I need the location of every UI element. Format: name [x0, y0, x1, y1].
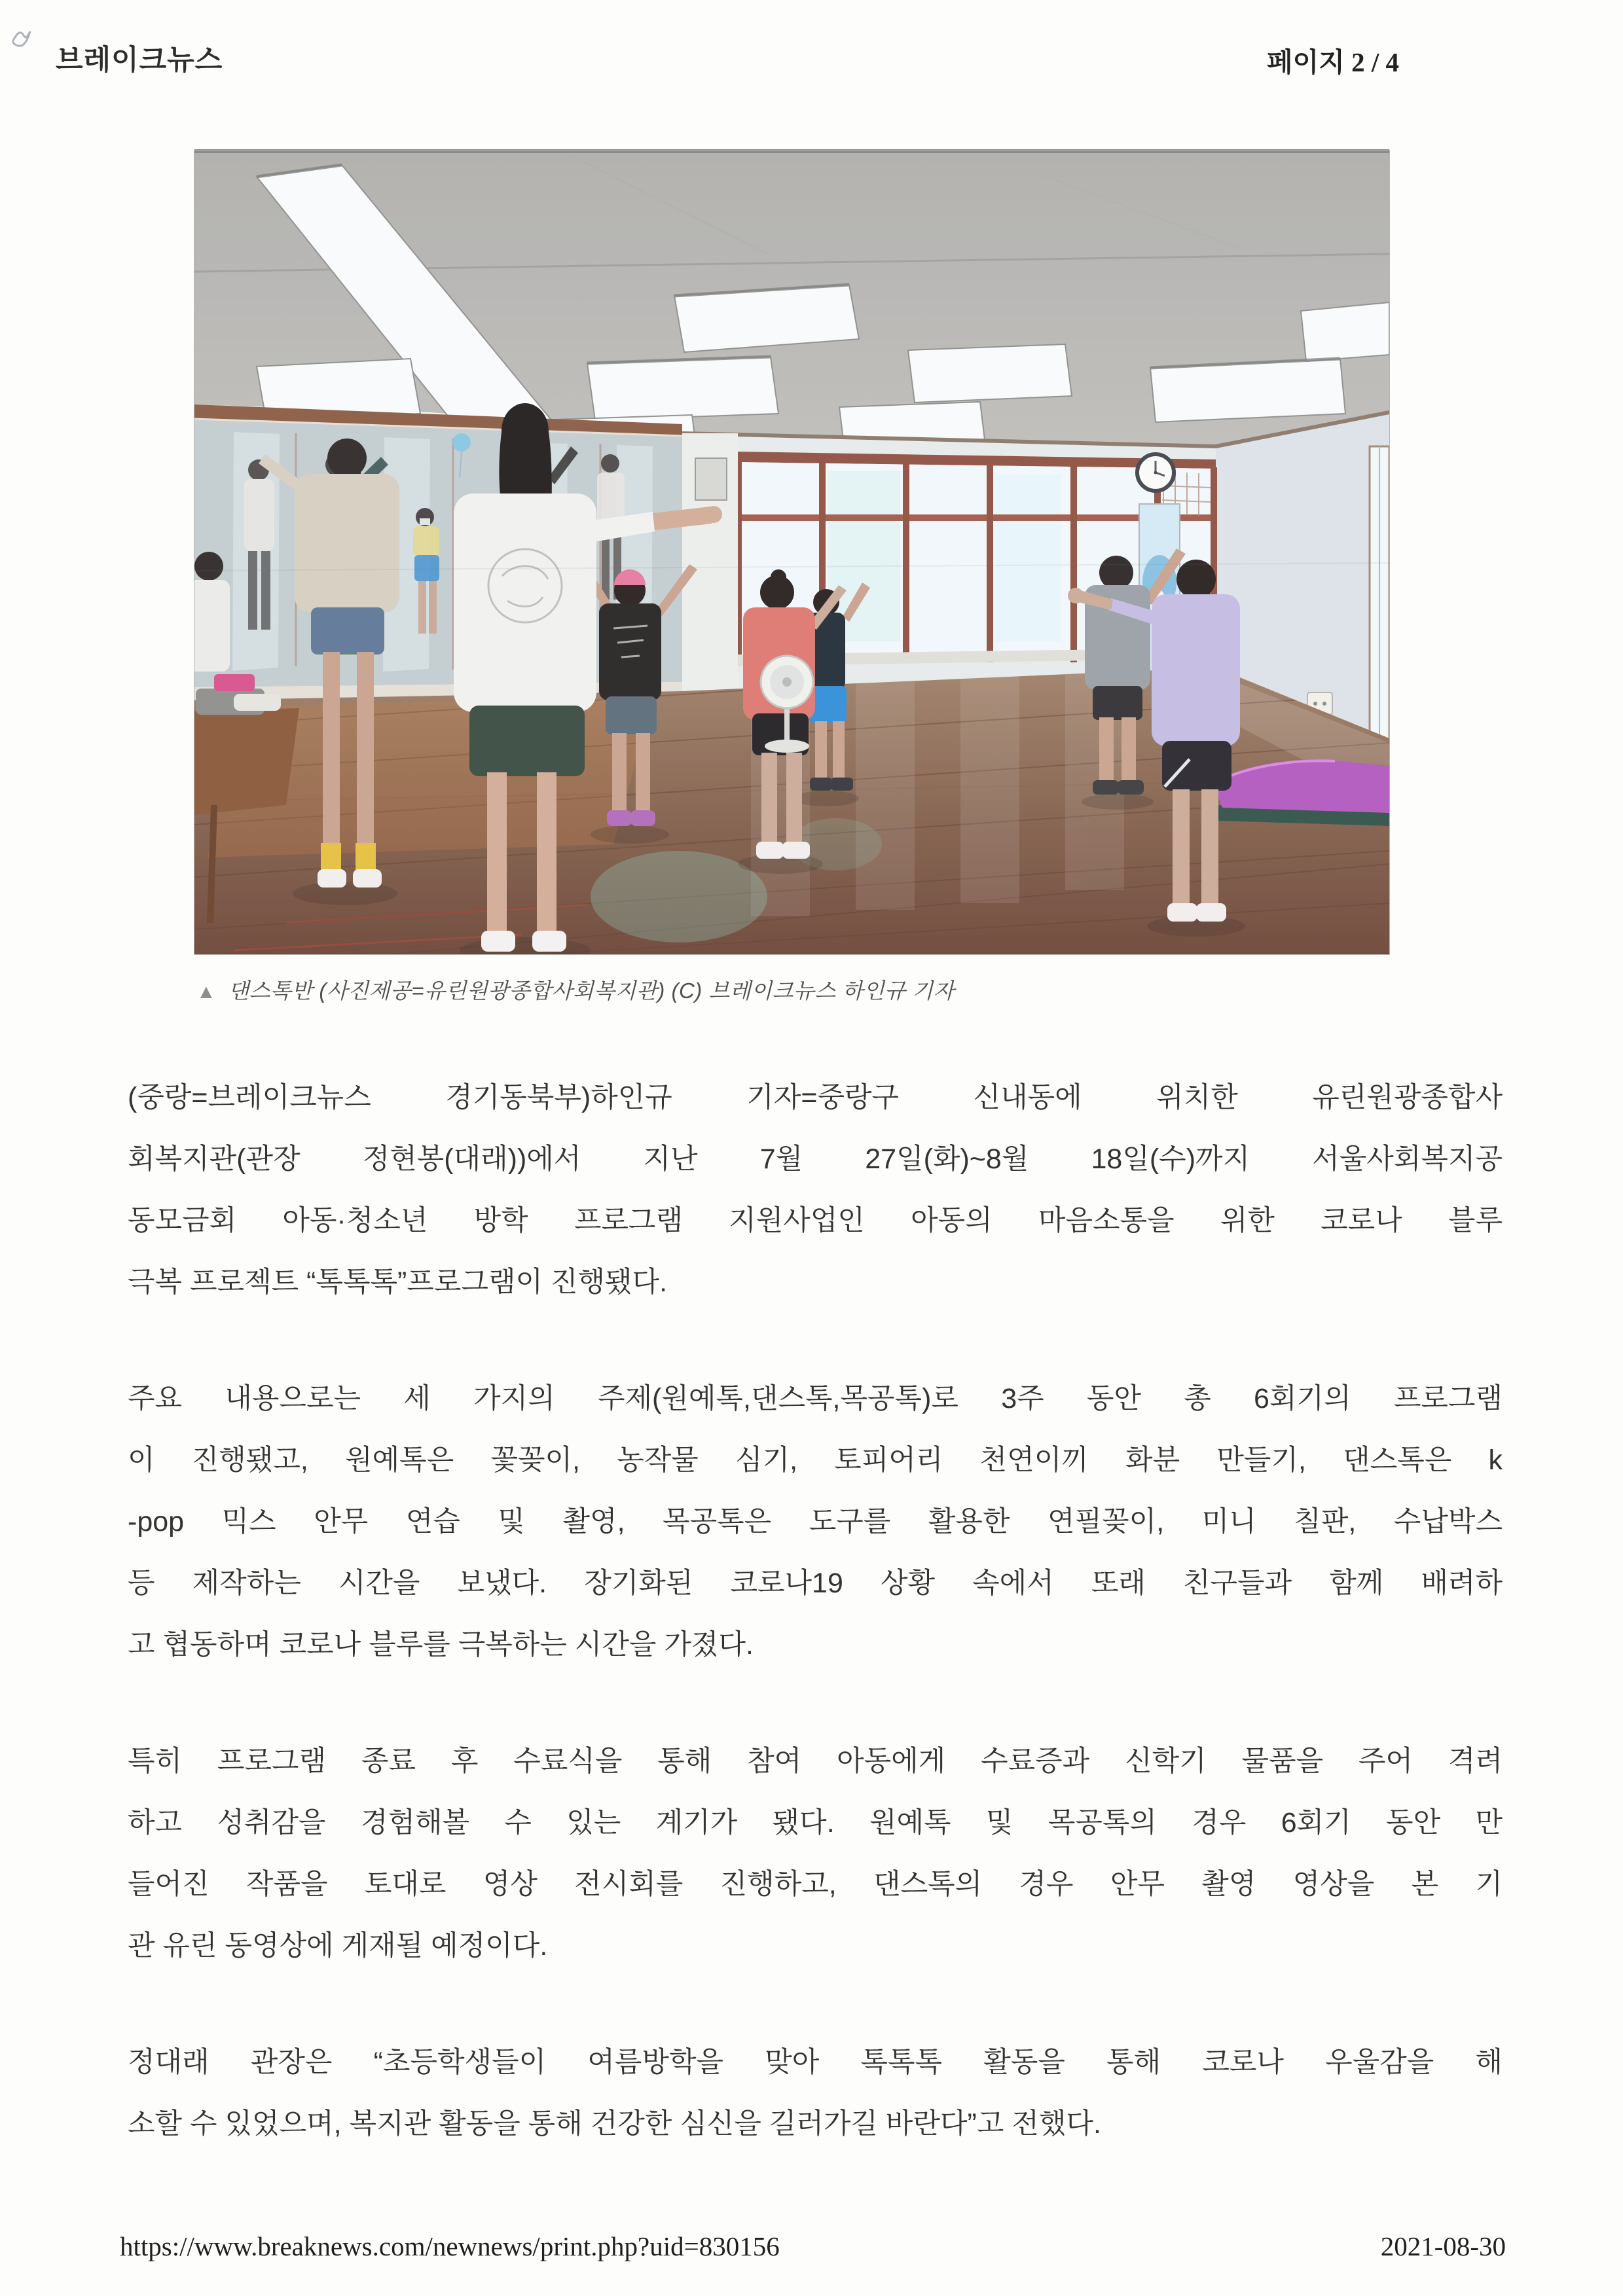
text-line: 극복 프로젝트 “톡톡톡”프로그램이 진행됐다.	[128, 1266, 668, 1298]
paragraph	[128, 1067, 1503, 1313]
print-date: 2021-08-30	[1380, 2231, 1506, 2261]
text-line: 동모금회 아동·청소년 방학 프로그램 지원사업인 아동의 마음소통을 위한 코로나 블루	[128, 1205, 1503, 1236]
site-brand: 브레이크뉴스	[56, 45, 223, 76]
text-line: 등 제작하는 시간을 보냈다. 장기화된 코로나19 상황 속에서 또래 친구들과 함께 배려하	[128, 1568, 1503, 1599]
text-line: -pop 믹스 안무 연습 및 촬영, 목공톡은 도구를 활용한 연필꽂이, 미니 칠판, 수납박스	[128, 1506, 1503, 1537]
text-line: (중랑=브레이크뉴스 경기동북부)하인규 기자=중랑구 신내동에 위치한 유린원광종합사	[128, 1082, 1503, 1113]
text-line: 회복지관(관장 정현봉(대래))에서 지난 7월 27일(화)~8월 18일(수)까지 서울사회복지공	[128, 1143, 1503, 1175]
caption-text: 댄스톡반 (사진제공=유린원광종합사회복지관) (C) 브레이크뉴스 하인규 기자	[228, 978, 955, 1003]
paragraph	[128, 1368, 1503, 1676]
text-line: 고 협동하며 코로나 블루를 극복하는 시간을 가졌다.	[128, 1629, 754, 1660]
article-body	[128, 1067, 1503, 2210]
paragraph	[128, 2032, 1503, 2155]
source-url: https://www.breaknews.com/newnews/print.php?uid=830156	[120, 2231, 780, 2261]
text-line: 관 유린 동영상에 게재될 예정이다.	[128, 1930, 548, 1962]
paragraph	[128, 1731, 1503, 1977]
article-photo	[194, 151, 1389, 954]
scan-artifact-mark	[8, 18, 54, 58]
caption-triangle-icon: ▲	[196, 981, 217, 1003]
text-line: 이 진행됐고, 원예톡은 꽃꽂이, 농작물 심기, 토피어리 천연이끼 화분 만들기, 댄스톡은 k	[128, 1444, 1503, 1476]
photo-caption	[196, 974, 1440, 1005]
text-line: 주요 내용으로는 세 가지의 주제(원예톡,댄스톡,목공톡)로 3주 동안 총 6회기의 프로그램	[128, 1383, 1503, 1414]
text-line: 특히 프로그램 종료 후 수료식을 통해 참여 아동에게 수료증과 신학기 물품을 주어 격려	[128, 1746, 1503, 1777]
text-line: 들어진 작품을 토대로 영상 전시회를 진행하고, 댄스톡의 경우 안무 촬영 영상을 본 기	[128, 1869, 1503, 1900]
text-line: 소할 수 있었으며, 복지관 활동을 통해 건강한 심신을 길러가길 바란다”고 전했다.	[128, 2108, 1101, 2140]
page-indicator: 페이지 2 / 4	[1267, 47, 1399, 77]
text-line: 정대래 관장은 “초등학생들이 여름방학을 맞아 톡톡톡 활동을 통해 코로나 우울감을 해	[128, 2047, 1503, 2078]
text-line: 하고 성취감을 경험해볼 수 있는 계기가 됐다. 원예톡 및 목공톡의 경우 6회기 동안 만	[128, 1807, 1503, 1839]
dance-studio-photo	[194, 151, 1389, 954]
